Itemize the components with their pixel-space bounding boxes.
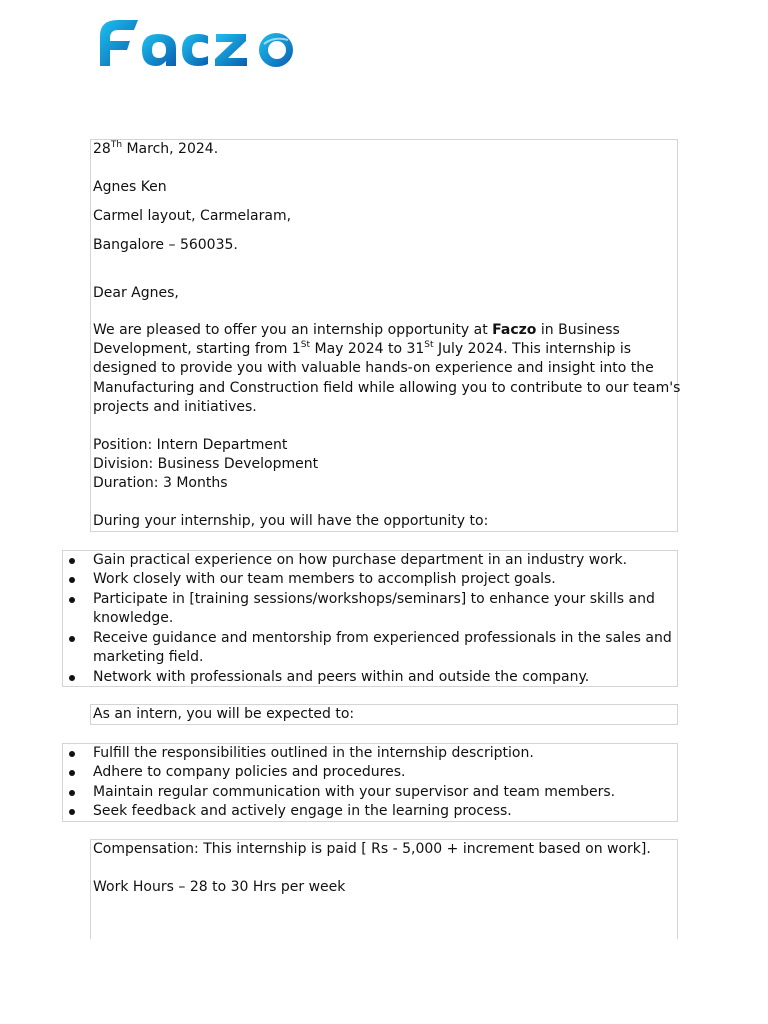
recipient-address-line-2: Bangalore – 560035.: [93, 237, 238, 253]
expectation-item: Seek feedback and actively engage in the learning process.: [93, 803, 512, 819]
expectation-item: Maintain regular communication with your supervisor and team members.: [93, 784, 616, 800]
recipient-name: Agnes Ken: [93, 179, 167, 195]
expectation-item: Fulfill the responsibilities outlined in the internship description.: [93, 745, 534, 761]
work-hours-text: Work Hours – 28 to 30 Hrs per week: [93, 879, 346, 895]
bullet-icon: [69, 558, 75, 564]
intro-line-2: Development, starting from 1St May 2024 to 31St July 2024. This internship is: [93, 340, 632, 357]
opportunity-item-continued: marketing field.: [93, 649, 204, 665]
bullet-icon: [69, 770, 75, 776]
intro-line-4: Manufacturing and Construction field while allowing you to contribute to our team's: [93, 380, 681, 396]
company-logo: [96, 14, 312, 70]
opportunity-heading: During your internship, you will have the opportunity to:: [93, 513, 489, 529]
bullet-icon: [69, 577, 75, 583]
bullet-icon: [69, 790, 75, 796]
compensation-text: Compensation: This internship is paid [ Rs - 5,000 + increment based on work].: [93, 841, 651, 857]
recipient-address-line-1: Carmel layout, Carmelaram,: [93, 208, 292, 224]
opportunity-item: Gain practical experience on how purchase department in an industry work.: [93, 552, 628, 568]
opportunity-item: Network with professionals and peers within and outside the company.: [93, 669, 590, 685]
opportunity-item: Work closely with our team members to accomplish project goals.: [93, 571, 556, 587]
bullet-icon: [69, 751, 75, 757]
duration-detail: Duration: 3 Months: [93, 475, 228, 491]
bullet-icon: [69, 809, 75, 815]
opportunity-item-continued: knowledge.: [93, 610, 174, 626]
bullet-icon: [69, 636, 75, 642]
opportunity-item: Participate in [training sessions/workshops/seminars] to enhance your skills and: [93, 591, 655, 607]
expectation-item: Adhere to company policies and procedures.: [93, 764, 406, 780]
opportunity-item: Receive guidance and mentorship from experienced professionals in the sales and: [93, 630, 672, 646]
salutation: Dear Agnes,: [93, 285, 179, 301]
bullet-icon: [69, 675, 75, 681]
position-detail: Position: Intern Department: [93, 437, 288, 453]
bullet-icon: [69, 597, 75, 603]
intro-line-1: We are pleased to offer you an internship opportunity at Faczo in Business: [93, 322, 620, 338]
intro-line-3: designed to provide you with valuable hands-on experience and insight into the: [93, 360, 654, 376]
expectations-heading: As an intern, you will be expected to:: [93, 706, 355, 722]
intro-line-5: projects and initiatives.: [93, 399, 257, 415]
letter-date: 28Th March, 2024.: [93, 140, 219, 157]
division-detail: Division: Business Development: [93, 456, 319, 472]
company-name: Faczo: [492, 322, 537, 338]
